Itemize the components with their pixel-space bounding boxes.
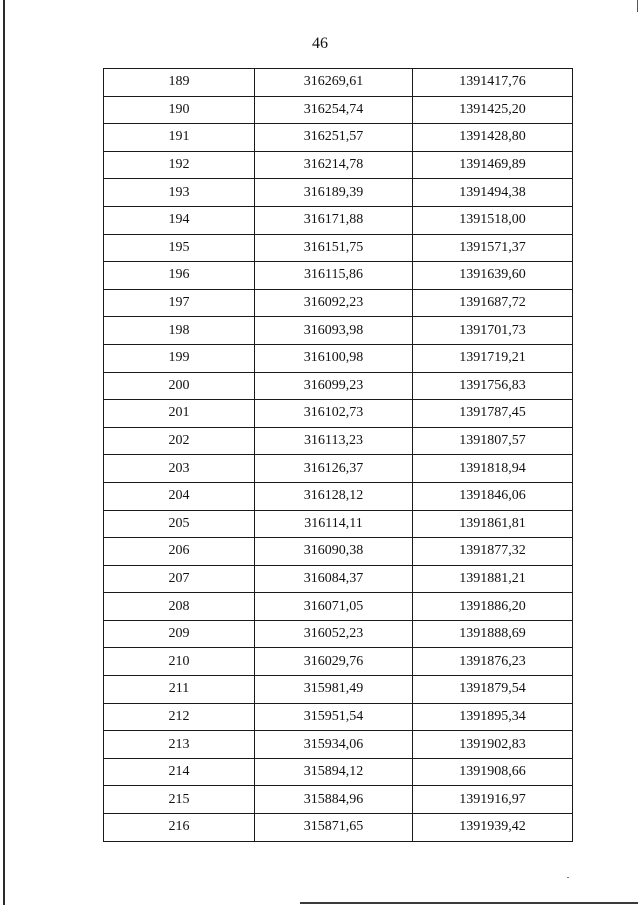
x-coordinate-cell: 316029,76 [255,648,413,676]
point-number-cell: 199 [104,344,255,372]
point-number-cell: 216 [104,814,255,842]
x-coordinate-cell: 316214,78 [255,151,413,179]
point-number-cell: 193 [104,179,255,207]
point-number-cell: 197 [104,289,255,317]
table-row [104,234,573,262]
table-row [104,593,573,621]
table-row [104,124,573,152]
x-coordinate-cell: 316052,23 [255,620,413,648]
point-number-cell: 191 [104,124,255,152]
x-coordinate-cell: 316113,23 [255,427,413,455]
x-coordinate-cell: 316114,11 [255,510,413,538]
x-coordinate-cell: 315884,96 [255,786,413,814]
table-row [104,344,573,372]
table-row [104,372,573,400]
y-coordinate-cell: 1391881,21 [413,565,573,593]
table-row [104,620,573,648]
x-coordinate-cell: 315894,12 [255,758,413,786]
point-number-cell: 200 [104,372,255,400]
y-coordinate-cell: 1391916,97 [413,786,573,814]
x-coordinate-cell: 316093,98 [255,317,413,345]
table-row [104,151,573,179]
y-coordinate-cell: 1391701,73 [413,317,573,345]
y-coordinate-cell: 1391888,69 [413,620,573,648]
x-coordinate-cell: 315981,49 [255,676,413,704]
x-coordinate-cell: 316126,37 [255,455,413,483]
x-coordinate-cell: 315934,06 [255,731,413,759]
page-number: 46 [312,35,328,52]
y-coordinate-cell: 1391428,80 [413,124,573,152]
y-coordinate-cell: 1391886,20 [413,593,573,621]
point-number-cell: 189 [104,69,255,97]
table-row [104,400,573,428]
table-row [104,814,573,842]
point-number-cell: 192 [104,151,255,179]
point-number-cell: 209 [104,620,255,648]
scan-edge-bottom [300,902,638,904]
point-number-cell: 202 [104,427,255,455]
x-coordinate-cell: 316115,86 [255,262,413,290]
x-coordinate-cell: 316092,23 [255,289,413,317]
y-coordinate-cell: 1391639,60 [413,262,573,290]
x-coordinate-cell: 316071,05 [255,593,413,621]
x-coordinate-cell: 316084,37 [255,565,413,593]
y-coordinate-cell: 1391417,76 [413,69,573,97]
y-coordinate-cell: 1391756,83 [413,372,573,400]
point-number-cell: 194 [104,206,255,234]
point-number-cell: 215 [104,786,255,814]
scan-edge-left [3,0,5,905]
x-coordinate-cell: 316099,23 [255,372,413,400]
table-row [104,676,573,704]
table-row [104,262,573,290]
table-row [104,289,573,317]
y-coordinate-cell: 1391469,89 [413,151,573,179]
table-row [104,482,573,510]
x-coordinate-cell: 316128,12 [255,482,413,510]
point-number-cell: 204 [104,482,255,510]
y-coordinate-cell: 1391787,45 [413,400,573,428]
point-number-cell: 207 [104,565,255,593]
y-coordinate-cell: 1391895,34 [413,703,573,731]
x-coordinate-cell: 316251,57 [255,124,413,152]
y-coordinate-cell: 1391518,00 [413,206,573,234]
y-coordinate-cell: 1391425,20 [413,96,573,124]
point-number-cell: 214 [104,758,255,786]
point-number-cell: 210 [104,648,255,676]
y-coordinate-cell: 1391876,23 [413,648,573,676]
y-coordinate-cell: 1391571,37 [413,234,573,262]
table-row [104,648,573,676]
y-coordinate-cell: 1391939,42 [413,814,573,842]
point-number-cell: 208 [104,593,255,621]
table-row [104,179,573,207]
x-coordinate-cell: 315871,65 [255,814,413,842]
x-coordinate-cell: 316171,88 [255,206,413,234]
point-number-cell: 203 [104,455,255,483]
point-number-cell: 206 [104,538,255,566]
point-number-cell: 213 [104,731,255,759]
table-row [104,427,573,455]
x-coordinate-cell: 316254,74 [255,96,413,124]
x-coordinate-cell: 316100,98 [255,344,413,372]
x-coordinate-cell: 316090,38 [255,538,413,566]
table-row [104,703,573,731]
scan-edge-right [637,0,638,12]
table-row [104,731,573,759]
table-row [104,455,573,483]
table-row [104,69,573,97]
table-row [104,538,573,566]
x-coordinate-cell: 316269,61 [255,69,413,97]
y-coordinate-cell: 1391908,66 [413,758,573,786]
scan-speck [567,877,569,878]
point-number-cell: 196 [104,262,255,290]
point-number-cell: 205 [104,510,255,538]
y-coordinate-cell: 1391879,54 [413,676,573,704]
y-coordinate-cell: 1391687,72 [413,289,573,317]
y-coordinate-cell: 1391818,94 [413,455,573,483]
table-row [104,510,573,538]
coordinates-table [103,68,573,842]
table-row [104,206,573,234]
x-coordinate-cell: 315951,54 [255,703,413,731]
x-coordinate-cell: 316151,75 [255,234,413,262]
point-number-cell: 212 [104,703,255,731]
y-coordinate-cell: 1391719,21 [413,344,573,372]
x-coordinate-cell: 316189,39 [255,179,413,207]
y-coordinate-cell: 1391846,06 [413,482,573,510]
coordinates-table-body [104,69,573,842]
table-row [104,96,573,124]
x-coordinate-cell: 316102,73 [255,400,413,428]
table-row [104,565,573,593]
table-row [104,317,573,345]
table-row [104,758,573,786]
y-coordinate-cell: 1391902,83 [413,731,573,759]
point-number-cell: 190 [104,96,255,124]
y-coordinate-cell: 1391807,57 [413,427,573,455]
y-coordinate-cell: 1391494,38 [413,179,573,207]
y-coordinate-cell: 1391877,32 [413,538,573,566]
y-coordinate-cell: 1391861,81 [413,510,573,538]
point-number-cell: 195 [104,234,255,262]
point-number-cell: 201 [104,400,255,428]
point-number-cell: 211 [104,676,255,704]
table-row [104,786,573,814]
point-number-cell: 198 [104,317,255,345]
